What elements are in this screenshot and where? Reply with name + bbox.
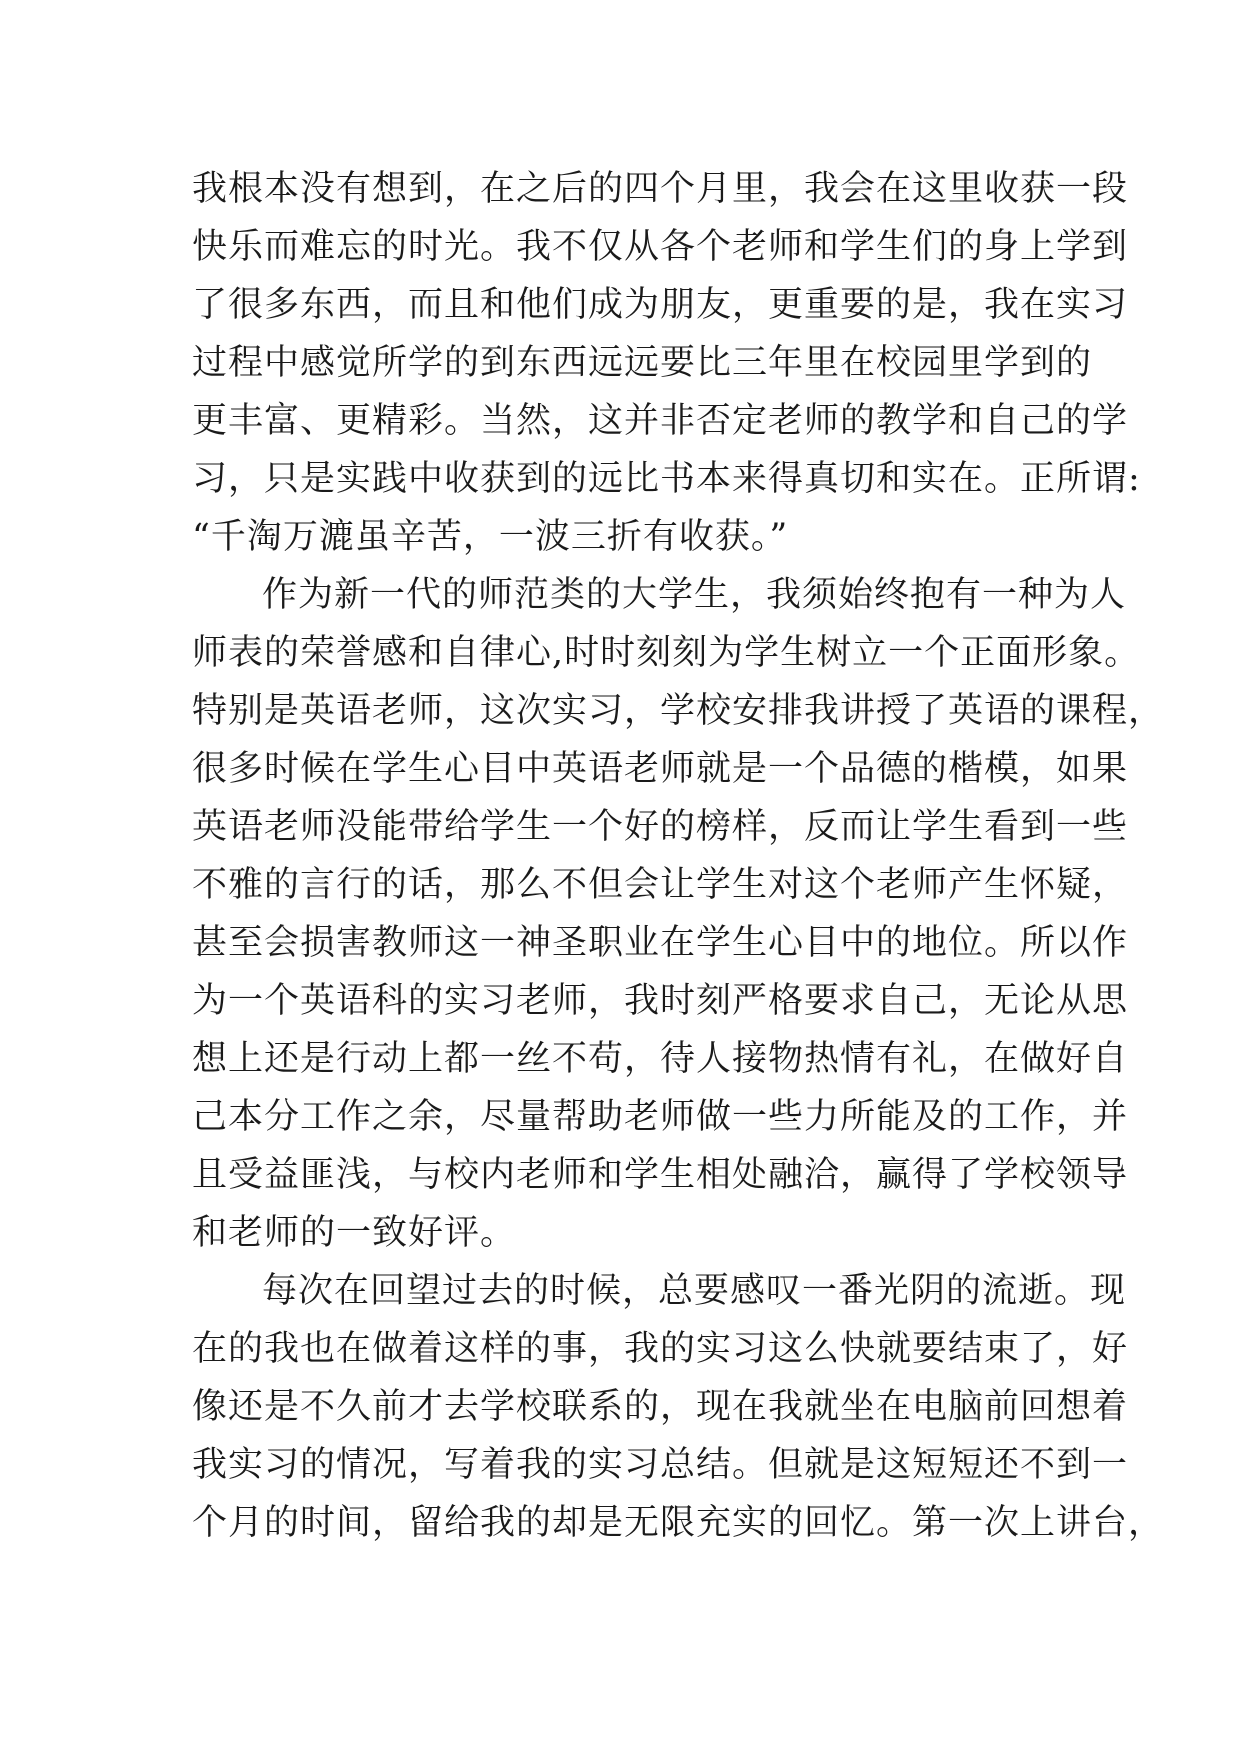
- document-body: [192, 160, 1165, 1552]
- text-line: 我实习的情况，写着我的实习总结。但就是这短短还不到一: [192, 1445, 1129, 1485]
- paragraph-3: [192, 1262, 1165, 1552]
- text-line: 特别是英语老师，这次实习，学校安排我讲授了英语的课程，: [192, 691, 1165, 731]
- paragraph-2: [192, 566, 1165, 1262]
- text-line: 习，只是实践中收获到的远比书本来得真切和实在。正所谓:: [192, 459, 1141, 499]
- text-line: 快乐而难忘的时光。我不仅从各个老师和学生们的身上学到: [192, 227, 1129, 267]
- text-line: 每次在回望过去的时候，总要感叹一番光阴的流逝。现: [262, 1271, 1127, 1311]
- text-line: 且受益匪浅，与校内老师和学生相处融洽，赢得了学校领导: [192, 1155, 1129, 1195]
- text-line: 更丰富、更精彩。当然，这并非否定老师的教学和自己的学: [192, 401, 1129, 441]
- text-line: 和老师的一致好评。: [192, 1213, 517, 1253]
- paragraph-1: [192, 160, 1141, 566]
- text-line: 很多时候在学生心目中英语老师就是一个品德的楷模，如果: [192, 749, 1129, 789]
- text-line: 为一个英语科的实习老师，我时刻严格要求自己，无论从思: [192, 981, 1129, 1021]
- text-line: 想上还是行动上都一丝不苟，待人接物热情有礼，在做好自: [192, 1039, 1129, 1079]
- text-line: 过程中感觉所学的到东西远远要比三年里在校园里学到的: [192, 343, 1093, 383]
- text-line: 作为新一代的师范类的大学生，我须始终抱有一种为人: [262, 575, 1127, 615]
- text-line: 师表的荣誉感和自律心,时时刻刻为学生树立一个正面形象。: [192, 633, 1141, 673]
- text-line: 像还是不久前才去学校联系的，现在我就坐在电脑前回想着: [192, 1387, 1129, 1427]
- text-line: 甚至会损害教师这一神圣职业在学生心目中的地位。所以作: [192, 923, 1129, 963]
- text-line: “千淘万漉虽辛苦，一波三折有收获。”: [192, 517, 789, 557]
- text-line: 英语老师没能带给学生一个好的榜样，反而让学生看到一些: [192, 807, 1129, 847]
- text-line: 了很多东西，而且和他们成为朋友，更重要的是，我在实习: [192, 285, 1129, 325]
- text-line: 不雅的言行的话，那么不但会让学生对这个老师产生怀疑，: [192, 865, 1129, 905]
- text-line: 我根本没有想到，在之后的四个月里，我会在这里收获一段: [192, 169, 1129, 209]
- text-line: 个月的时间，留给我的却是无限充实的回忆。第一次上讲台，: [192, 1503, 1165, 1543]
- text-line: 己本分工作之余，尽量帮助老师做一些力所能及的工作，并: [192, 1097, 1129, 1137]
- text-line: 在的我也在做着这样的事，我的实习这么快就要结束了，好: [192, 1329, 1129, 1369]
